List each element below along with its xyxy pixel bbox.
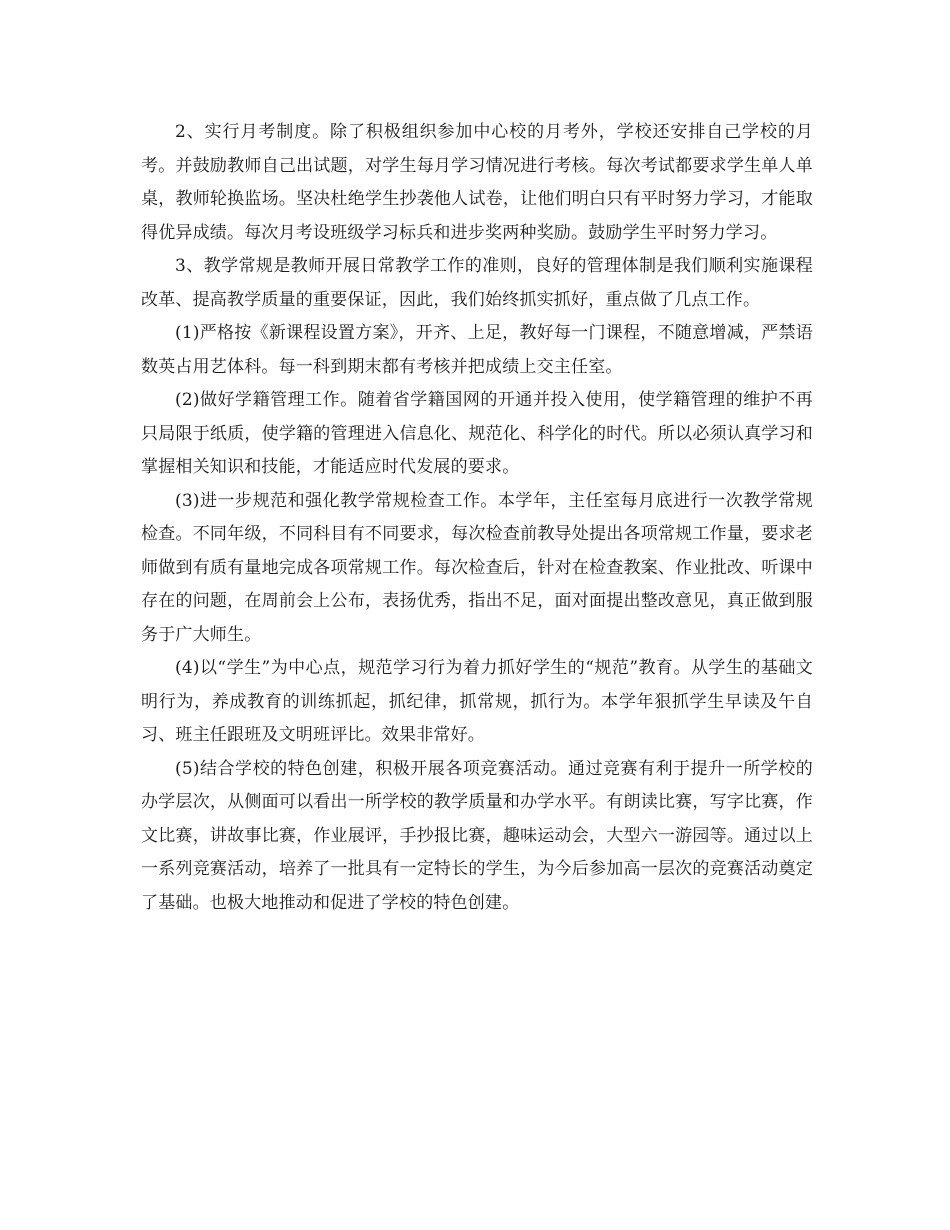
paragraph-teaching-routine: 3、教学常规是教师开展日常教学工作的准则，良好的管理体制是我们顺利实施课程改革、提高教学质量的重要保证，因此，我们始终抓实抓好，重点做了几点工作。 xyxy=(141,256,813,310)
paragraph-item-1-curriculum: (1)严格按《新课程设置方案》，开齐、上足，教好每一门课程，不随意增减，严禁语数英占用艺体科。每一科到期末都有考核并把成绩上交主任室。 xyxy=(141,323,813,377)
paragraph-item-5-competitions: (5)结合学校的特色创建，积极开展各项竞赛活动。通过竞赛有利于提升一所学校的办学层次，从侧面可以看出一所学校的教学质量和办学水平。有朗读比赛，写字比赛，作文比赛，讲故事比赛，作业展评，手抄报比赛，趣味运动会，大型六一游园等。通过以上一系列竞赛活动，培养了一批具有一定特长的学生，为今后参加高一层次的竞赛活动奠定了基础。也极大地推动和促进了学校的特色创建。 xyxy=(141,758,813,913)
paragraph-item-4-student-conduct: (4)以“学生”为中心点，规范学习行为着力抓好学生的“规范”教育。从学生的基础文明行为，养成教育的训练抓起，抓纪律，抓常规，抓行为。本学年狠抓学生早读及午自习、班主任跟班及文明班评比。效果非常好。 xyxy=(141,658,813,745)
paragraph-monthly-exam: 2、实行月考制度。除了积极组织参加中心校的月考外，学校还安排自己学校的月考。并鼓励教师自己出试题，对学生每月学习情况进行考核。每次考试都要求学生单人单桌，教师轮换监场。坚决杜绝学生抄袭他人试卷，让他们明白只有平时努力学习，才能取得优异成绩。每次月考设班级学习标兵和进步奖两种奖励。鼓励学生平时努力学习。 xyxy=(141,122,813,243)
paragraph-item-3-routine-inspection: (3)进一步规范和强化教学常规检查工作。本学年，主任室每月底进行一次教学常规检查。不同年级，不同科目有不同要求，每次检查前教导处提出各项常规工作量，要求老师做到有质有量地完成各项常规工作。每次检查后，针对在检查教案、作业批改、听课中存在的问题，在周前会上公布，表扬优秀，指出不足，面对面提出整改意见，真正做到服务于广大师生。 xyxy=(141,490,813,645)
paragraph-item-2-student-records: (2)做好学籍管理工作。随着省学籍国网的开通并投入使用，使学籍管理的维护不再只局限于纸质，使学籍的管理进入信息化、规范化、科学化的时代。所以必须认真学习和掌握相关知识和技能，才能适应时代发展的要求。 xyxy=(141,390,813,477)
document-body xyxy=(141,116,813,920)
